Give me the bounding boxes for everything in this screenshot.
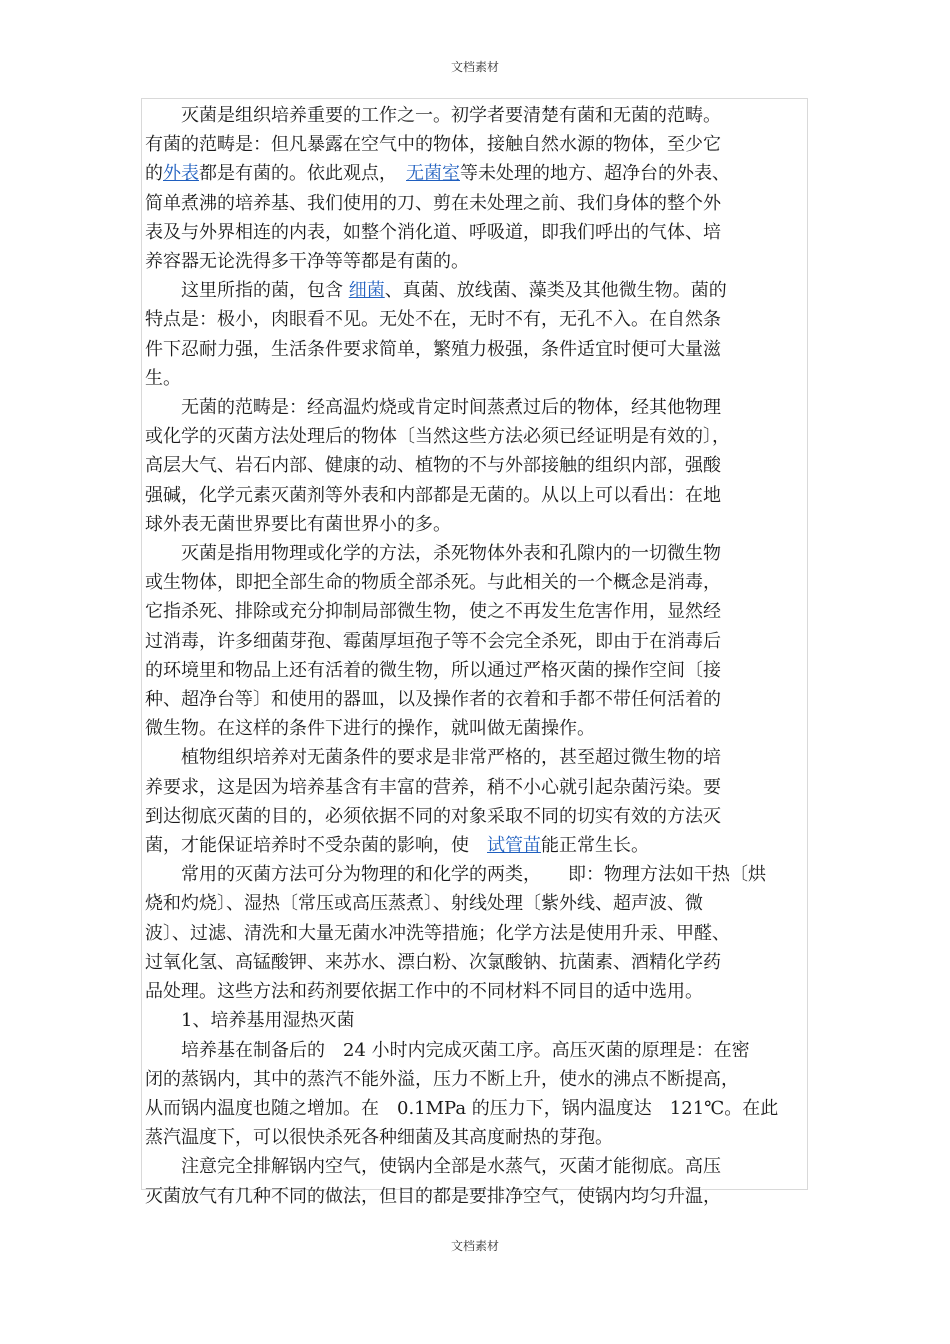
- text-segment: 简单煮沸的培养基、我们使用的刀、剪在未处理之前、我们身体的整个外: [145, 192, 721, 214]
- inline-link[interactable]: 外表: [163, 163, 199, 185]
- text-line: [145, 714, 805, 743]
- text-segment: 等未处理的地方、超净台的外表、: [460, 163, 730, 185]
- text-line: [145, 481, 805, 510]
- text-segment: 蒸汽温度下，可以很快杀死各种细菌及其高度耐热的芽孢。: [145, 1127, 613, 1149]
- text-line: [145, 977, 805, 1006]
- text-segment: 的: [145, 163, 163, 185]
- text-segment: 微生物。在这样的条件下进行的操作，就叫做无菌操作。: [145, 718, 595, 740]
- text-line: [145, 130, 805, 159]
- page-footer: 文档素材: [450, 1239, 499, 1253]
- inline-link[interactable]: 试管苗: [487, 835, 541, 857]
- text-line: [145, 802, 805, 831]
- text-segment: 到达彻底灭菌的目的，必须依据不同的对象采取不同的切实有效的方法灭: [145, 805, 721, 827]
- text-segment: 过消毒，许多细菌芽孢、霉菌厚垣孢子等不会完全杀死，即由于在消毒后: [145, 630, 721, 652]
- text-segment: 从而锅内温度也随之增加。在 0.1MPa 的压力下，锅内温度达 121℃。在此: [145, 1097, 779, 1119]
- text-line: [145, 364, 805, 393]
- text-line: [145, 218, 805, 247]
- text-segment: 品处理。这些方法和药剂要依据工作中的不同材料不同目的适中选用。: [145, 981, 703, 1003]
- text-line: [145, 422, 805, 451]
- text-segment: 烧和灼烧〕、湿热〔常压或高压蒸煮〕、射线处理〔紫外线、超声波、微: [145, 893, 703, 915]
- text-line: [145, 1006, 805, 1035]
- text-segment: 植物组织培养对无菌条件的要求是非常严格的，甚至超过微生物的培: [145, 747, 721, 769]
- text-segment: 、真菌、放线菌、藻类及其他微生物。菌的: [384, 280, 727, 302]
- text-segment: 有菌的范畴是：但凡暴露在空气中的物体，接触自然水源的物体，至少它: [145, 134, 721, 156]
- text-line: [145, 568, 805, 597]
- text-line: [145, 773, 805, 802]
- text-line: [145, 743, 805, 772]
- text-line: [145, 335, 805, 364]
- text-segment: 表及与外界相连的内表，如整个消化道、呼吸道，即我们呼出的气体、培: [145, 221, 721, 243]
- text-line: [145, 276, 805, 305]
- text-line: [145, 685, 805, 714]
- text-segment: 能正常生长。: [541, 835, 649, 857]
- text-segment: 菌，才能保证培养时不受杂菌的影响，使: [145, 835, 487, 857]
- text-segment: 球外表无菌世界要比有菌世界小的多。: [145, 513, 451, 535]
- text-segment: 或生物体，即把全部生命的物质全部杀死。与此相关的一个概念是消毒，: [145, 572, 721, 594]
- text-segment: 无菌的范畴是：经高温灼烧或肯定时间蒸煮过后的物体，经其他物理: [145, 397, 721, 419]
- document-body: [145, 101, 805, 1211]
- text-line: [145, 393, 805, 422]
- text-segment: 或化学的灭菌方法处理后的物体〔当然这些方法必须已经证明是有效的〕，: [145, 426, 730, 448]
- text-segment: 强碱，化学元素灭菌剂等外表和内部都是无菌的。从以上可以看出：在地: [145, 484, 721, 506]
- text-segment: 常用的灭菌方法可分为物理的和化学的两类， 即：物理方法如干热〔烘: [145, 864, 766, 886]
- text-line: [145, 101, 805, 130]
- text-line: [145, 1036, 805, 1065]
- text-line: [145, 1094, 805, 1123]
- text-line: [145, 597, 805, 626]
- text-segment: 都是有菌的。依此观点，: [199, 163, 406, 185]
- text-segment: 生。: [145, 367, 181, 389]
- text-segment: 高层大气、岩石内部、健康的动、植物的不与外部接触的组织内部，强酸: [145, 455, 721, 477]
- text-line: [145, 656, 805, 685]
- text-line: [145, 510, 805, 539]
- text-line: [145, 247, 805, 276]
- text-segment: 养容器无论洗得多干净等等都是有菌的。: [145, 251, 469, 273]
- text-line: [145, 451, 805, 480]
- text-line: [145, 1152, 805, 1181]
- text-line: [145, 189, 805, 218]
- inline-link[interactable]: 细菌: [348, 280, 385, 302]
- text-segment: 件下忍耐力强，生活条件要求简单，繁殖力极强，条件适宜时便可大量滋: [145, 338, 721, 360]
- text-segment: 种、超净台等〕和使用的器皿，以及操作者的衣着和手都不带任何活着的: [145, 689, 721, 711]
- text-segment: 波〕、过滤、清洗和大量无菌水冲洗等措施；化学方法是使用升汞、甲醛、: [145, 922, 730, 944]
- text-line: [145, 627, 805, 656]
- text-segment: 闭的蒸锅内，其中的蒸汽不能外溢，压力不断上升，使水的沸点不断提高，: [145, 1068, 739, 1090]
- text-segment: 的环境里和物品上还有活着的微生物，所以通过严格灭菌的操作空间〔接: [145, 659, 721, 681]
- text-line: [145, 860, 805, 889]
- text-line: [145, 1182, 805, 1211]
- text-line: [145, 831, 805, 860]
- text-segment: 灭菌是指用物理或化学的方法，杀死物体外表和孔隙内的一切微生物: [145, 543, 721, 565]
- text-segment: 特点是：极小，肉眼看不见。无处不在，无时不有，无孔不入。在自然条: [145, 309, 721, 331]
- text-segment: 这里所指的菌，包含: [145, 280, 349, 302]
- text-segment: 过氧化氢、高锰酸钾、来苏水、漂白粉、次氯酸钠、抗菌素、酒精化学药: [145, 951, 721, 973]
- text-line: [145, 539, 805, 568]
- text-line: [145, 919, 805, 948]
- text-line: [145, 889, 805, 918]
- text-segment: 培养基在制备后的 24 小时内完成灭菌工序。高压灭菌的原理是：在密: [145, 1039, 750, 1061]
- text-segment: 灭菌放气有几种不同的做法，但目的都是要排净空气，使锅内均匀升温，: [145, 1185, 721, 1207]
- text-segment: 灭菌是组织培养重要的工作之一。初学者要清楚有菌和无菌的范畴。: [145, 105, 721, 126]
- text-line: [145, 305, 805, 334]
- text-line: [145, 1123, 805, 1152]
- text-line: [145, 159, 805, 188]
- page-header: 文档素材: [450, 60, 499, 74]
- text-line: [145, 1065, 805, 1094]
- text-line: [145, 948, 805, 977]
- text-segment: 1、培养基用湿热灭菌: [145, 1010, 355, 1032]
- text-segment: 养要求，这是因为培养基含有丰富的营养，稍不小心就引起杂菌污染。要: [145, 776, 721, 798]
- inline-link[interactable]: 无菌室: [406, 163, 460, 185]
- text-segment: 它指杀死、排除或充分抑制局部微生物，使之不再发生危害作用，显然经: [145, 601, 721, 623]
- text-segment: 注意完全排解锅内空气，使锅内全部是水蒸气，灭菌才能彻底。高压: [145, 1156, 721, 1178]
